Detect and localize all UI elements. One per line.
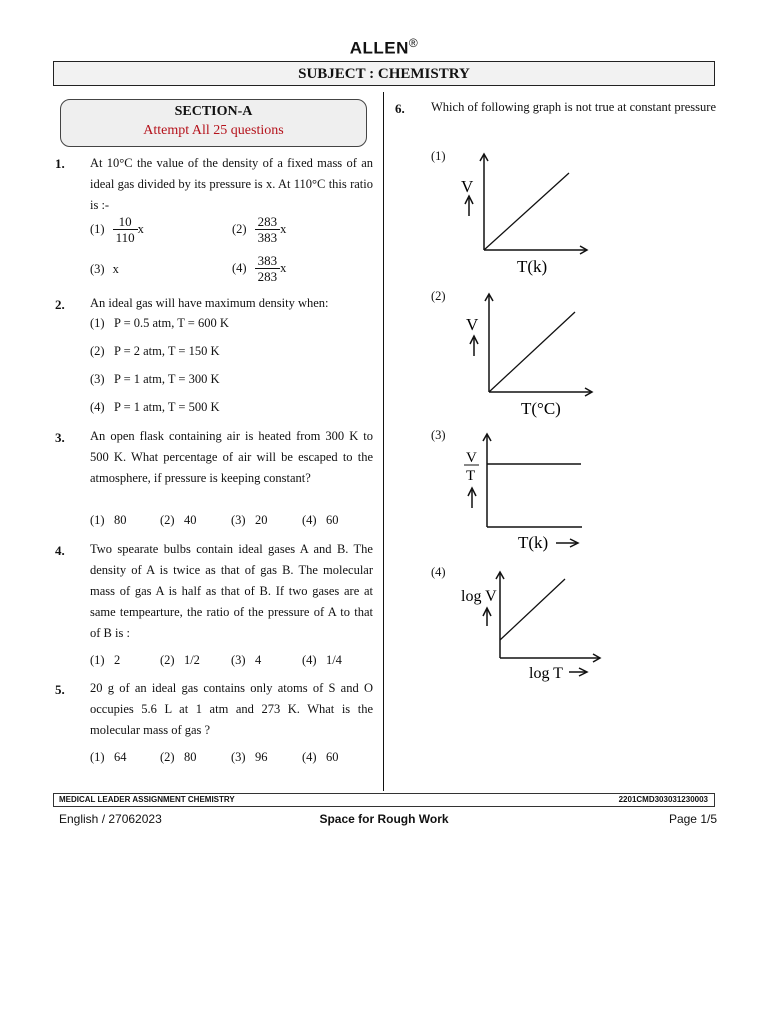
subject-banner: SUBJECT : CHEMISTRY <box>53 61 715 86</box>
option-variable: x <box>280 261 287 275</box>
question-4-option-2[interactable]: (2) 1/2 <box>160 653 200 667</box>
option-label: (1) <box>90 222 105 236</box>
question-4-option-3[interactable]: (3) 4 <box>231 653 262 667</box>
section-title: SECTION-A <box>174 104 253 119</box>
graph-2-label[interactable]: (2) <box>431 289 446 303</box>
footer-bar <box>53 793 715 807</box>
question-3-option-1[interactable]: (1) 80 <box>90 513 127 527</box>
option-variable: x <box>280 222 287 236</box>
question-5-option-3[interactable]: (3) 96 <box>231 750 268 764</box>
graph-1 <box>455 150 595 280</box>
graph-3-label[interactable]: (3) <box>431 428 446 442</box>
y-axis-label: log V <box>461 588 497 605</box>
y-axis-label-numerator: V <box>466 450 477 466</box>
y-axis-label: V <box>461 177 474 196</box>
question-4-number: 4. <box>55 543 65 558</box>
graph-4-label[interactable]: (4) <box>431 565 446 579</box>
assignment-name: MEDICAL LEADER ASSIGNMENT CHEMISTRY <box>59 795 235 804</box>
rough-work-label: Space for Rough Work <box>319 812 449 826</box>
plot-line <box>500 579 565 640</box>
fraction <box>255 253 281 284</box>
question-6-number: 6. <box>395 101 405 116</box>
question-5-text: 20 g of an ideal gas contains only atoms of S and O occupies 5.6 L at 1 atm and 273 K. What is the molecular mass of gas ? <box>90 681 373 737</box>
question-2-option-2[interactable]: (2) P = 2 atm, T = 150 K <box>90 344 220 358</box>
question-4-option-1[interactable]: (1) 2 <box>90 653 121 667</box>
question-3-option-2[interactable]: (2) 40 <box>160 513 197 527</box>
question-3-number: 3. <box>55 430 65 445</box>
registered-mark: ® <box>408 36 419 50</box>
question-1-option-3[interactable] <box>90 262 119 277</box>
denominator: 283 <box>257 269 278 284</box>
option-variable: x <box>137 222 144 236</box>
graph-4 <box>458 568 608 688</box>
option-label: (3) <box>90 262 105 276</box>
x-axis-label: T(k) <box>517 257 548 276</box>
question-2-option-1[interactable]: (1) P = 0.5 atm, T = 600 K <box>90 316 229 330</box>
option-label: (4) <box>232 261 247 275</box>
language-date: English / 27062023 <box>59 812 162 826</box>
graph-3 <box>460 430 600 555</box>
question-3-option-4[interactable]: (4) 60 <box>302 513 339 527</box>
y-axis-label-denominator: T <box>466 468 476 484</box>
question-2-text: An ideal gas will have maximum density when: <box>90 296 329 310</box>
question-5-number: 5. <box>55 682 65 697</box>
numerator: 383 <box>255 253 281 269</box>
brand-logo <box>0 36 768 59</box>
question-6-text: Which of following graph is not true at constant pressure <box>431 100 716 114</box>
denominator: 110 <box>115 230 135 245</box>
question-4-text: Two spearate bulbs contain ideal gases A and B. The density of A is twice as that of gas B. The molecular mass of gas A is half as that of B. If two gases are at same tempearture, the ratio of the pressure of A to that of B is : <box>90 542 373 640</box>
fraction <box>113 214 138 245</box>
graph-1-label[interactable]: (1) <box>431 149 446 163</box>
question-5-option-2[interactable]: (2) 80 <box>160 750 197 764</box>
plot-line <box>489 312 575 392</box>
numerator: 283 <box>255 214 281 230</box>
y-axis-label: V <box>466 315 479 334</box>
question-5-option-1[interactable]: (1) 64 <box>90 750 127 764</box>
x-axis-label: T(k) <box>518 533 549 552</box>
denominator: 383 <box>257 230 278 245</box>
question-2-option-3[interactable]: (3) P = 1 atm, T = 300 K <box>90 372 220 386</box>
document-code: 2201CMD303031230003 <box>618 795 708 804</box>
column-divider <box>383 92 384 791</box>
numerator: 10 <box>113 214 138 230</box>
question-1-option-2[interactable] <box>232 214 286 245</box>
question-5-option-4[interactable]: (4) 60 <box>302 750 339 764</box>
question-2-number: 2. <box>55 297 65 312</box>
question-2-option-4[interactable]: (4) P = 1 atm, T = 500 K <box>90 400 220 414</box>
question-1-option-4[interactable] <box>232 253 286 284</box>
option-text: x <box>112 262 119 276</box>
x-axis-label: log T <box>529 665 563 682</box>
graph-2 <box>460 290 600 425</box>
question-1-text: At 10°C the value of the density of a fixed mass of an ideal gas divided by its pressure is x. At 110°C this ratio is :- <box>90 156 373 212</box>
section-header <box>60 99 367 147</box>
section-instruction: Attempt All 25 questions <box>143 123 284 138</box>
question-1-number: 1. <box>55 156 65 171</box>
fraction <box>255 214 281 245</box>
question-1-option-1[interactable] <box>90 214 144 245</box>
page-number: Page 1/5 <box>668 812 717 826</box>
question-4-option-4[interactable]: (4) 1/4 <box>302 653 342 667</box>
brand-name: ALLEN <box>349 38 409 58</box>
plot-line <box>484 173 569 250</box>
option-label: (2) <box>232 222 247 236</box>
question-3-option-3[interactable]: (3) 20 <box>231 513 268 527</box>
question-3-text: An open flask containing air is heated from 300 K to 500 K. What percentage of air will be escaped to the atmosphere, if pressure is keeping constant? <box>90 429 373 485</box>
x-axis-label: T(°C) <box>521 399 561 418</box>
